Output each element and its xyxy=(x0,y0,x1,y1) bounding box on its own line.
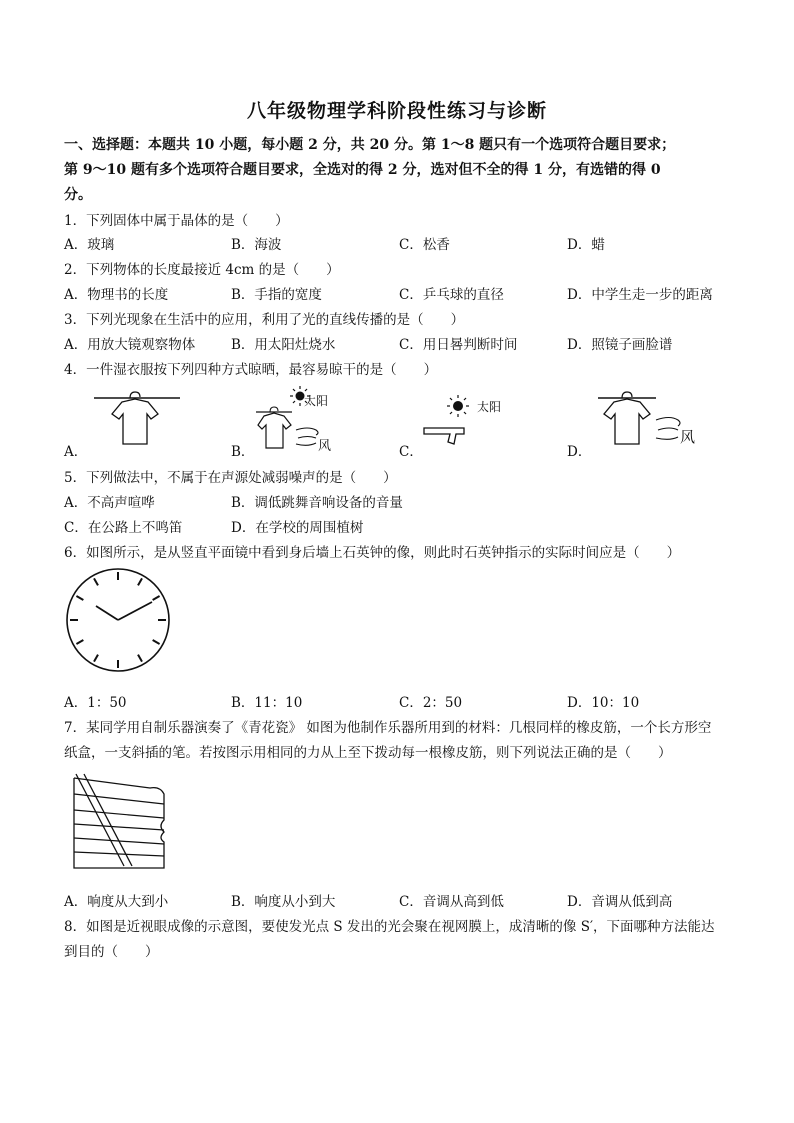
question-6-option-b[interactable]: B．11：10 xyxy=(231,695,303,711)
question-4-label-sun-c: 太阳 xyxy=(477,400,502,414)
page-title: 八年级物理学科阶段性练习与诊断 xyxy=(246,100,547,122)
question-3-option-b[interactable]: B．用太阳灶烧水 xyxy=(231,337,336,353)
question-7-option-d[interactable]: D．音调从低到高 xyxy=(567,894,673,910)
question-8-stem-line-2: 到目的（ ） xyxy=(64,944,159,960)
question-6-stem: 6．如图所示，是从竖直平面镜中看到身后墙上石英钟的像，则此时石英钟指示的实际时间应是（ ） xyxy=(64,545,681,561)
clock-tick xyxy=(76,640,83,644)
question-7-stem-line-1: 7．某同学用自制乐器演奏了《青花瓷》 如图为他制作乐器所用到的材料：几根同样的橡皮筋，一个长方形空 xyxy=(64,720,712,736)
question-8-stem-line-1: 8．如图是近视眼成像的示意图，要使发光点 S 发出的光会聚在视网膜上，成清晰的像 S′，下面哪种方法能达 xyxy=(64,919,715,935)
question-6-option-d[interactable]: D．10：10 xyxy=(567,695,640,711)
question-7-option-c[interactable]: C．音调从高到低 xyxy=(399,894,504,910)
question-1-option-d[interactable]: D．蜡 xyxy=(567,237,605,253)
question-4-stem: 4．一件湿衣服按下列四种方式晾晒，最容易晾干的是（ ） xyxy=(64,362,438,378)
question-1-option-a[interactable]: A．玻璃 xyxy=(64,237,115,253)
question-6-clock-figure xyxy=(64,566,172,674)
question-1-option-c[interactable]: C．松香 xyxy=(399,237,450,253)
question-5-stem: 5．下列做法中，不属于在声源处减弱噪声的是（ ） xyxy=(64,470,397,486)
question-4-figure-a xyxy=(94,388,184,450)
question-3-option-c[interactable]: C．用日晷判断时间 xyxy=(399,337,518,353)
question-2-option-a[interactable]: A．物理书的长度 xyxy=(64,287,169,303)
clock-hour-hand xyxy=(96,606,118,620)
question-4-option-c[interactable]: C． xyxy=(399,444,423,460)
question-7-option-b[interactable]: B．响度从小到大 xyxy=(231,894,336,910)
question-5-option-b[interactable]: B．调低跳舞音响设备的音量 xyxy=(231,495,403,511)
question-3-option-d[interactable]: D．照镜子画脸谱 xyxy=(567,337,673,353)
question-2-option-c[interactable]: C．乒乓球的直径 xyxy=(399,287,504,303)
clock-tick xyxy=(153,596,160,600)
question-5-option-c[interactable]: C．在公路上不鸣笛 xyxy=(64,520,183,536)
question-4-label-wind-b: 风 xyxy=(318,439,332,454)
wind-icon xyxy=(656,418,680,440)
question-7-stem-line-2: 纸盒，一支斜插的笔。若按图示用相同的力从上至下拨动每一根橡皮筋，则下列说法正确的是（ ） xyxy=(64,745,672,761)
question-6-option-c[interactable]: C．2：50 xyxy=(399,695,463,711)
question-4-option-b[interactable]: B． xyxy=(231,444,255,460)
question-6-option-a[interactable]: A．1：50 xyxy=(64,695,127,711)
question-1-option-b[interactable]: B．海波 xyxy=(231,237,282,253)
question-4-label-sun-b: 太阳 xyxy=(304,394,329,408)
wind-icon xyxy=(296,428,318,445)
question-2-stem: 2．下列物体的长度最接近 4cm 的是（ ） xyxy=(64,262,340,278)
question-3-stem: 3．下列光现象在生活中的应用，利用了光的直线传播的是（ ） xyxy=(64,312,465,328)
section-instructions-line-2: 第 9～10 题有多个选项符合题目要求，全选对的得 2 分，选对但不全的得 1 分，有选错的得 0 xyxy=(64,162,661,178)
clock-minute-hand xyxy=(118,602,152,620)
question-4-option-d[interactable]: D． xyxy=(567,444,592,460)
clock-tick xyxy=(94,578,98,585)
question-7-rubber-band-box-figure xyxy=(64,772,170,872)
question-5-option-d[interactable]: D．在学校的周围植树 xyxy=(231,520,364,536)
question-5-option-a[interactable]: A．不高声喧哗 xyxy=(64,495,155,511)
clock-tick xyxy=(76,596,83,600)
question-2-option-b[interactable]: B．手指的宽度 xyxy=(231,287,322,303)
clock-tick xyxy=(138,655,142,662)
section-instructions-line-1: 一、选择题：本题共 10 小题，每小题 2 分，共 20 分。第 1～8 题只有一个选项符合题目要求； xyxy=(64,137,676,153)
question-1-stem: 1．下列固体中属于晶体的是（ ） xyxy=(64,213,289,229)
question-4-label-wind-d: 风 xyxy=(680,428,696,446)
question-7-option-a[interactable]: A．响度从大到小 xyxy=(64,894,169,910)
clock-tick xyxy=(94,655,98,662)
sun-icon xyxy=(447,395,469,417)
question-2-option-d[interactable]: D．中学生走一步的距离 xyxy=(567,287,713,303)
clock-tick xyxy=(153,640,160,644)
question-3-option-a[interactable]: A．用放大镜观察物体 xyxy=(64,337,196,353)
clock-tick xyxy=(138,578,142,585)
section-instructions-line-3: 分。 xyxy=(64,187,92,203)
question-4-option-a[interactable]: A． xyxy=(64,444,88,460)
